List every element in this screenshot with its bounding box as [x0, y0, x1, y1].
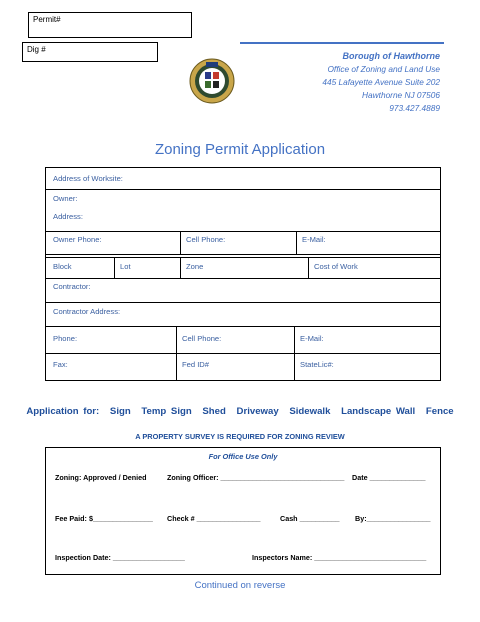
cost-of-work-field[interactable]: Cost of Work: [314, 262, 358, 271]
form-rule: [46, 353, 440, 354]
office-use-box: [45, 447, 441, 575]
owner-field[interactable]: Owner:: [53, 194, 78, 203]
permit-label: Permit#: [33, 15, 61, 24]
type-landscape-wall[interactable]: Landscape Wall: [341, 406, 416, 417]
borough-seal-icon: [189, 58, 235, 104]
contractor-field[interactable]: Contractor:: [53, 282, 91, 291]
form-divider: [180, 257, 181, 278]
inspection-date-field[interactable]: Inspection Date: __________________: [55, 553, 185, 562]
form-divider: [176, 326, 177, 381]
form-divider: [114, 257, 115, 278]
page-title: Zoning Permit Application: [154, 141, 326, 158]
cash-field[interactable]: Cash __________: [280, 514, 340, 523]
form-rule: [46, 302, 440, 303]
office-use-title: For Office Use Only: [208, 452, 278, 461]
block-field[interactable]: Block: [53, 262, 72, 271]
email-field[interactable]: E-Mail:: [302, 235, 326, 244]
contractor-address-field[interactable]: Contractor Address:: [53, 307, 121, 316]
owner-phone-field[interactable]: Owner Phone:: [53, 235, 102, 244]
form-rule: [46, 231, 440, 232]
form-rule: [46, 257, 440, 258]
application-label: Application for:: [26, 406, 100, 417]
office-address: 445 Lafayette Avenue Suite 202: [322, 77, 440, 87]
form-rule: [46, 254, 440, 255]
zone-field[interactable]: Zone: [186, 262, 204, 271]
form-rule: [46, 278, 440, 279]
cell-phone-field[interactable]: Cell Phone:: [186, 235, 226, 244]
type-fence[interactable]: Fence: [425, 406, 454, 417]
date-field[interactable]: Date ______________: [352, 473, 426, 482]
zoning-status[interactable]: Zoning: Approved / Denied: [55, 473, 147, 482]
type-temp-sign[interactable]: Temp Sign: [141, 406, 192, 417]
by-field[interactable]: By:________________: [355, 514, 431, 523]
borough-name: Borough of Hawthorne: [342, 51, 440, 61]
application-types: [0, 406, 480, 417]
fee-paid-field[interactable]: Fee Paid: $_______________: [55, 514, 153, 523]
application-form: [45, 167, 441, 381]
survey-note: A PROPERTY SURVEY IS REQUIRED FOR ZONING REVIEW: [135, 432, 345, 441]
check-number-field[interactable]: Check # ________________: [167, 514, 261, 523]
dig-number-field[interactable]: [22, 42, 158, 62]
form-divider: [294, 326, 295, 381]
permit-number-field[interactable]: [28, 12, 192, 38]
form-divider: [296, 231, 297, 254]
contractor-cell-field[interactable]: Cell Phone:: [182, 334, 222, 343]
office-city: Hawthorne NJ 07506: [362, 90, 440, 100]
borough-header: [322, 50, 440, 115]
zoning-officer-field[interactable]: Zoning Officer: _______________________________: [167, 473, 345, 482]
fax-field[interactable]: Fax:: [53, 360, 68, 369]
lot-field[interactable]: Lot: [120, 262, 131, 271]
worksite-field[interactable]: Address of Worksite:: [53, 174, 123, 183]
dig-label: Dig #: [27, 45, 46, 54]
state-lic-field[interactable]: StateLic#:: [300, 360, 334, 369]
office-phone: 973.427.4889: [389, 103, 440, 113]
type-shed[interactable]: Shed: [202, 406, 226, 417]
form-divider: [308, 257, 309, 278]
type-sign[interactable]: Sign: [109, 406, 131, 417]
form-rule: [46, 326, 440, 327]
form-rule: [46, 189, 440, 190]
phone-field[interactable]: Phone:: [53, 334, 78, 343]
address-field[interactable]: Address:: [53, 212, 83, 221]
continued-note: Continued on reverse: [194, 580, 286, 591]
form-divider: [180, 231, 181, 254]
header-rule: [240, 42, 444, 44]
type-driveway[interactable]: Driveway: [236, 406, 279, 417]
office-name: Office of Zoning and Land Use: [327, 64, 440, 74]
inspectors-name-field[interactable]: Inspectors Name: ____________________________: [252, 553, 427, 562]
type-sidewalk[interactable]: Sidewalk: [289, 406, 331, 417]
contractor-email-field[interactable]: E-Mail:: [300, 334, 324, 343]
fed-id-field[interactable]: Fed ID#: [182, 360, 210, 369]
